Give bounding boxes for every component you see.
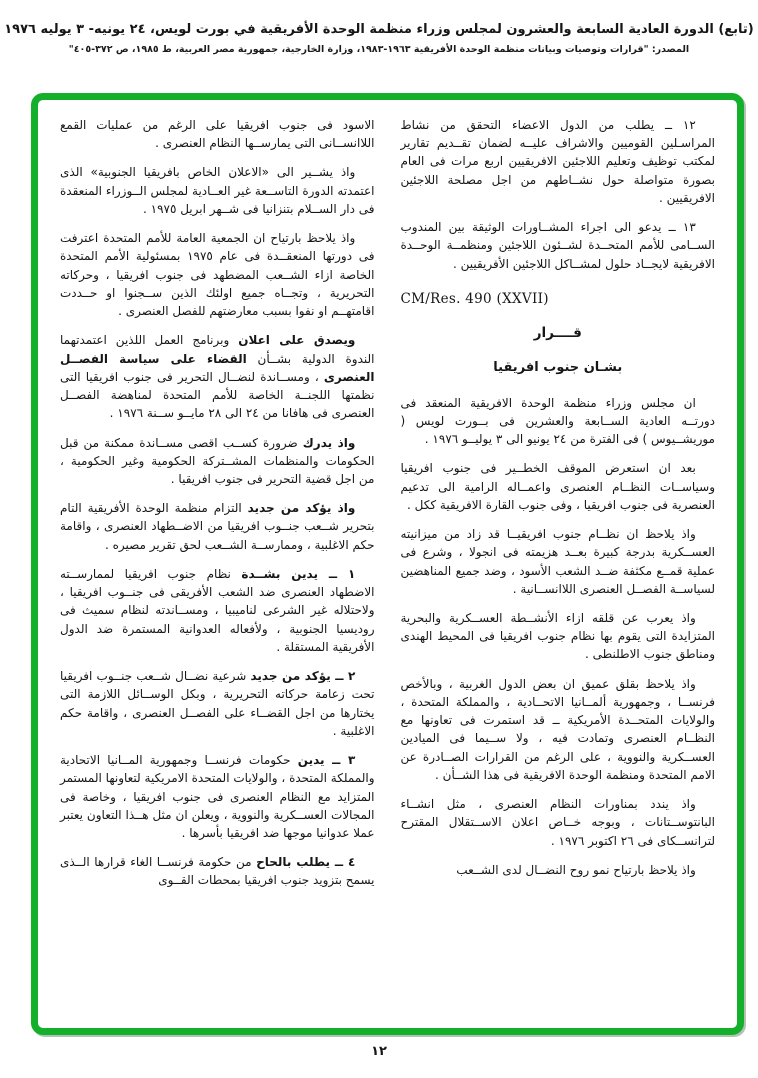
paragraph-item-13: ١٣ ــ يدعو الى اجراء المشــاورات الوثيقة بين المندوب الســامى للأمم المتحــدة لشــئون اللاجئين ومنظمــة الوحــدة الافريقية لايجــاد حلول لمشــاكل اللاجئين الأفريقيين .: [400, 220, 715, 271]
paragraph-text: حكومات فرنســا وجمهورية المــانيا الاتحادية والمملكة المتحدة ، والولايات المتحدة الامريكية لتعاونها المستمر المتزايد مع النظام العنصرى فى جنوب افريقيا ، وخاصة فى المجالات العســكرية والنووية ، ويعلن ان مثل هــذا التعاون يعتبر عملا عدوانيا موجها ضد افريقيا بأسرها .: [60, 753, 375, 840]
preamble-paragraph: واذ يلاحظ بارتياح نمو روح النضــال لدى الشــعب: [456, 862, 696, 877]
preamble-paragraph: واذ يندد بمناورات النظام العنصرى ، مثل انشــاء البانتوســتانات ، وبوجه خــاص اعلان الاســتقلال المقترح لترانســكاى فى ٢٦ اكتوبر ١٩٧٦ .: [400, 797, 715, 848]
operative-paragraph-4: [60, 853, 375, 889]
two-column-text: [38, 100, 737, 1028]
preamble-paragraph: [60, 499, 375, 554]
page-number: ١٢: [371, 1044, 387, 1059]
paragraph-text: من حكومة فرنســا الغاء قرارها الــذى يسمح بتزويد جنوب افريقيا بمحطات القــوى: [60, 855, 375, 888]
paragraph-text: ، ومســاندة لنضــال التحرير فى جنوب افريقيا التى نظمتها اللجنــة الخاصة للأمم المتحدة لمناهضة الفصــل العنصرى فى هافانا من ٢٤ الى ٢٨ مايــو ســنة ١٩٧٦ .: [60, 369, 375, 421]
preamble-paragraph: واذ يعرب عن قلقه ازاء الأنشــطة العســكرية والبحرية المتزايدة التى يقوم بها نظام جنوب افريقيا فى المحيط الهندى ومناطق جنوب الاطلنطى .: [400, 611, 715, 662]
paragraph-text: نظام جنوب افريقيا لممارســته الاضطهاد العنصرى ضد الشعب الأفريقى فى جنــوب افريقيا ، ولاحتلاله غير الشرعى لناميبيا ، ومســاندته لنظام سميث فى روديسيا الجنوبية ، ولأفعاله العدوانية المستمرة ضد الدول الأفريقية المستقلة .: [60, 566, 375, 654]
resolution-subject: بشـان جنوب افريقيا: [493, 359, 623, 375]
header-session-title: (تابع) الدورة العادية السابعة والعشرون لمجلس وزراء منظمة الوحدة الأفريقية في بورت لويس، ٢٤ يونيه- ٣ يوليه ١٩٧٦: [4, 22, 754, 37]
operative-paragraph-2: [60, 667, 375, 740]
paragraph-text: شرعية نضــال شــعب جنــوب افريقيا تحت زعامة حركاته التحريرية ، وبكل الوســائل اللازمة التى يختارها من اجل القضــاء على الفصــل العنصرى ، واقامة حكم الاغلبية .: [60, 669, 375, 738]
preamble-paragraph: بعد ان استعرض الموقف الخطــير فى جنوب افريقيا وسياســات النظــام العنصرى واعمــاله الرامية الى تدعيم العنصرية فى جنوب افريقيا ، وفى جنوب القارة الافريقية ككل .: [400, 461, 715, 512]
continuation-paragraph: الاسود فى جنوب افريقيا على الرغم من عمليات القمع اللاانســانى التى يمارســها النظام العنصرى .: [60, 118, 375, 151]
resolution-number: CM/Res. 490 (XXVII): [400, 290, 549, 307]
bold-lead: ٣ ــ يدين: [297, 753, 356, 768]
bold-phrase: القضاء على سياسة الفصــل العنصرى: [60, 351, 375, 384]
paragraph-text: وبرنامج العمل اللذين اعتمدتهما الندوة الدولية بشــأن: [60, 333, 375, 366]
bold-lead: ١ ــ يدين بشــدة: [241, 566, 356, 581]
page-header: [0, 22, 758, 55]
bold-lead: ٢ ــ يؤكد من جديد: [250, 669, 356, 684]
bold-lead: واذ يؤكد من جديد: [247, 501, 356, 516]
preamble-paragraph: [60, 434, 375, 489]
preamble-paragraph: واذ يشــير الى «الاعلان الخاص بافريقيا الجنوبية» الذى اعتمدته الدورة التاســعة غير العــادية لمجلس الــوزراء المنعقدة فى دار الســلام بتنزانيا فى شــهر ابريل ١٩٧٥ .: [60, 165, 375, 216]
resolution-title: قــــرار: [533, 325, 582, 342]
right-column: [401, 116, 716, 1018]
preamble-paragraph: ان مجلس وزراء منظمة الوحدة الافريقية المنعقد فى دورتــه العادية الســابعة والعشرين فى بــورت لويس ( موريشــيوس ) فى الفترة من ٢٤ يونيو الى ٣ يوليــو ١٩٧٦ .: [400, 395, 715, 447]
bold-lead: واذ يدرك: [302, 435, 356, 450]
paragraph-text: ضرورة كســب اقصى مســاندة ممكنة من قبل الحكومات والمنظمات المشــتركة الحكومية وغير الحكومية ، من اجل قضية التحرير فى جنوب افريقيا .: [60, 435, 375, 486]
preamble-paragraph: [60, 331, 375, 422]
paragraph-item-12: ١٢ ــ يطلب من الدول الاعضاء التحقق من نشاط المراسـلين القوميين والاشراف عليــه لضمان تقــديم تقارير لمكتب توظيف وتعليم اللاجئين الافريقيين اربع مرات فى العام بصورة متواصلة حول نشــاطهم من اجل مصلحة اللاجئين الافريقيين .: [400, 118, 715, 205]
document-frame: [31, 93, 744, 1035]
header-source-citation: المصدر: "قرارات وتوصيات وبيانات منظمة الوحدة الأفريقية ١٩٦٣-١٩٨٣، وزارة الخارجية، جمهورية مصر العربية، ط ١٩٨٥، ص ٣٧٢-٤٠٥": [68, 44, 690, 55]
preamble-paragraph: واذ يلاحظ بارتياح ان الجمعية العامة للأمم المتحدة اعترفت فى دورتها المنعقــدة فى عام ١٩٧٥ بمسئولية الأمم المتحدة الخاصة ازاء الشــعب المضطهد فى جنوب افريقيا ، وحركاته التحريرية ، وتجــاه جميع اولئك الذين ســجنوا او حــددت اقامتهــم او نفوا بسبب معارضتهم للفصل العنصرى .: [60, 231, 375, 319]
bold-lead: ٤ ــ يطلب بالحاح: [256, 855, 356, 870]
paragraph-text: التزام منظمة الوحدة الأفريقية التام بتحرير شــعب جنــوب افريقيا من الاضــطهاد العنصرى ، واقامة حكم الاغلبية ، وممارســة الشــعب لحق تقرير مصيره .: [60, 501, 375, 552]
preamble-paragraph: واذ يلاحظ بقلق عميق ان بعض الدول الغربية ، وبالأخص فرنســا ، وجمهورية ألمــانيا الاتحــادية ، والمملكة المتحدة ، والولايات المتحــدة الأمريكية ــ قد استمرت فى تعاونها مع النظــام العنصرى وتمادت فيه ، ولا ســيما فى الميادين العســكرية والنووية ، على الرغم من القرارات الصــادرة عن الامم المتحدة ومنظمة الوحدة الافريقية فى هذا الشــأن .: [400, 676, 715, 782]
operative-paragraph-1: [60, 565, 375, 656]
operative-paragraph-3: [60, 751, 375, 842]
preamble-paragraph: واذ يلاحظ ان نظــام جنوب افريقيــا قد زاد من ميزانيته العســكرية بدرجة كبيرة بعــد هزيمته فى انجولا ، وشرع فى عملية قمــع مكثفة ضــد الشعب الأسود ، وضد جميع المناهضين لسياســة الفصــل العنصرى اللاانســانية .: [400, 527, 715, 596]
left-column: [60, 116, 375, 1018]
bold-lead: ويصدق على اعلان: [238, 333, 356, 348]
